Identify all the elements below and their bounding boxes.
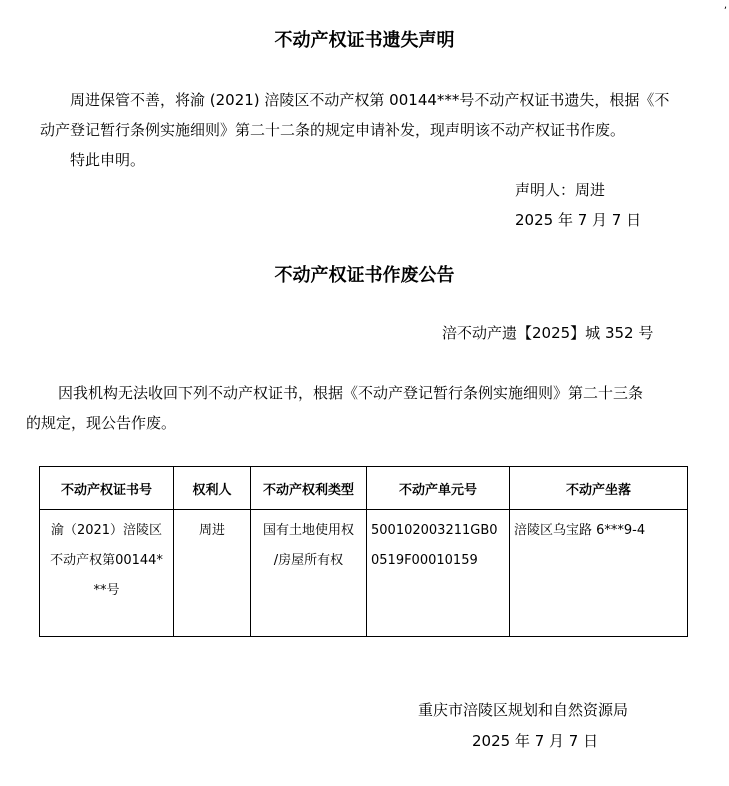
- announcement-paragraph-line1: 因我机构无法收回下列不动产权证书，根据《不动产登记暂行条例实施细则》第二十三条: [58, 384, 644, 402]
- cell-location: 涪陵区乌宝路 6***9-4: [510, 510, 688, 637]
- header-cert-no: 不动产权证书号: [40, 467, 174, 510]
- cert-no-line: 渝（2021）涪陵区: [50, 523, 163, 538]
- loss-notice-paragraph-line2: 动产登记暂行条例实施细则》第二十二条的规定申请补发，现声明该不动产权证书作废。: [40, 121, 626, 139]
- cell-holder: 周进: [174, 510, 251, 637]
- right-type-line: 国有土地使用权: [262, 523, 354, 538]
- announcement-doc-number: 涪不动产遗【2025】城 352 号: [442, 324, 654, 342]
- loss-notice-date: 2025 年 7 月 7 日: [515, 211, 642, 229]
- cell-cert-no: [40, 510, 174, 637]
- header-holder: 权利人: [174, 467, 251, 510]
- announcement-title: 不动产权证书作废公告: [274, 265, 455, 286]
- declarant-line: 声明人：周进: [515, 181, 606, 199]
- corner-mark: ,: [723, 0, 727, 11]
- cell-unit-no: [367, 510, 510, 637]
- table-row: [40, 510, 688, 637]
- unit-no-line: 0519F00010159: [371, 553, 478, 568]
- loss-notice-paragraph-line1: 周进保管不善，将渝 (2021) 涪陵区不动产权第 00144***号不动产权证书遗失，根据《不: [70, 91, 670, 109]
- issuer-name: 重庆市涪陵区规划和自然资源局: [418, 701, 629, 719]
- announcement-paragraph-line2: 的规定，现公告作废。: [26, 414, 177, 432]
- announcement-date: 2025 年 7 月 7 日: [472, 732, 599, 750]
- table-header-row: [40, 467, 688, 510]
- loss-notice-closing: 特此申明。: [70, 151, 146, 169]
- header-right-type: 不动产权利类型: [251, 467, 367, 510]
- header-location: 不动产坐落: [510, 467, 688, 510]
- cert-no-line: **号: [93, 583, 120, 598]
- header-unit-no: 不动产单元号: [367, 467, 510, 510]
- cell-right-type: [251, 510, 367, 637]
- unit-no-line: 500102003211GB0: [371, 523, 498, 538]
- cert-no-line: 不动产权第00144*: [50, 553, 163, 568]
- certificate-table: [39, 466, 688, 637]
- loss-notice-title: 不动产权证书遗失声明: [274, 30, 455, 51]
- right-type-line: /房屋所有权: [273, 553, 344, 568]
